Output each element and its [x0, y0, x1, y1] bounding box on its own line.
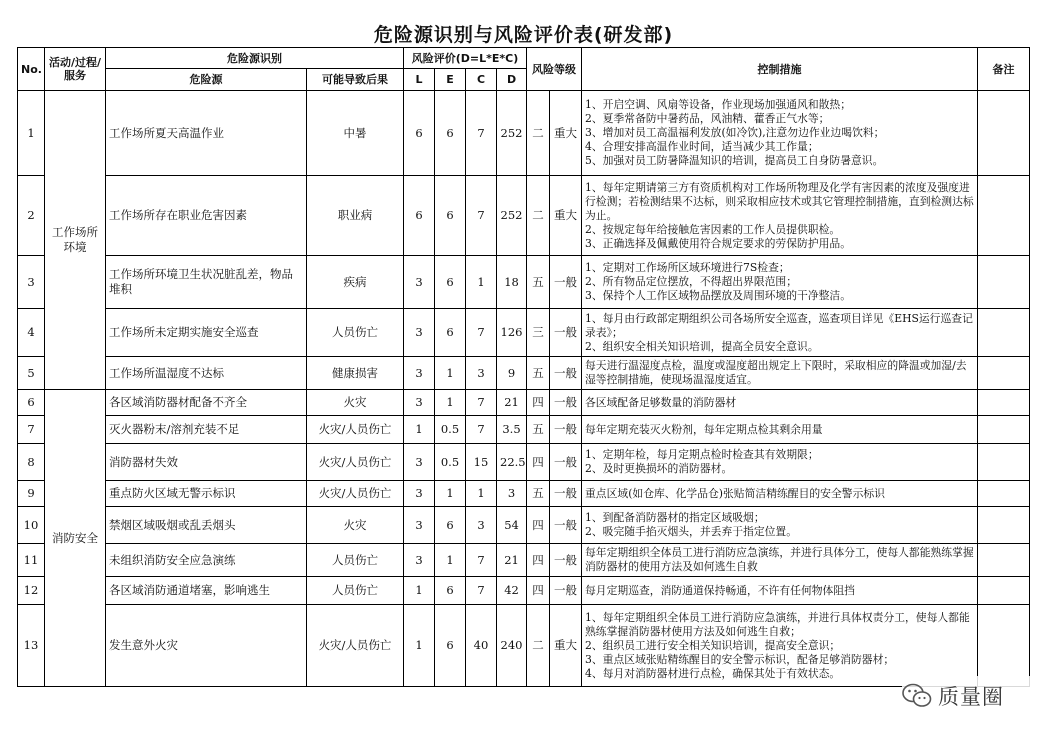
page-title: 危险源识别与风险评价表(研发部) [373, 24, 674, 46]
cell-no: 3 [18, 256, 45, 309]
cell-remark [978, 416, 1030, 444]
cell-measures: 每天进行温湿度点检，温度或湿度超出规定上下限时，采取相应的降温或加湿/去湿等控制措施，使现场温湿度适宜。 [582, 357, 978, 390]
cell-l: 1 [404, 416, 435, 444]
cell-level: 重大 [550, 605, 582, 687]
cell-consequence: 人员伤亡 [307, 544, 404, 577]
cell-consequence: 火灾 [307, 507, 404, 544]
table-row [18, 91, 1030, 176]
cell-e: 6 [435, 91, 466, 176]
cell-c: 7 [466, 309, 497, 357]
table-row [18, 390, 1030, 416]
watermark [902, 676, 1032, 716]
header-activity: 活动/过程/服务 [45, 48, 106, 91]
risk-table-body [18, 91, 1030, 687]
cell-grade: 四 [527, 444, 550, 481]
table-row [18, 256, 1030, 309]
cell-c: 7 [466, 390, 497, 416]
cell-l: 1 [404, 577, 435, 605]
cell-l: 3 [404, 507, 435, 544]
cell-d: 9 [497, 357, 527, 390]
cell-remark [978, 507, 1030, 544]
cell-remark [978, 544, 1030, 577]
cell-activity: 工作场所环境 [45, 91, 106, 390]
cell-measures: 重点区域(如仓库、化学品仓)张贴简洁精练醒目的安全警示标识 [582, 481, 978, 507]
cell-hazard: 禁烟区域吸烟或乱丢烟头 [106, 507, 307, 544]
cell-grade: 四 [527, 390, 550, 416]
cell-hazard: 发生意外火灾 [106, 605, 307, 687]
header-control: 控制措施 [582, 48, 978, 91]
cell-level: 一般 [550, 444, 582, 481]
cell-consequence: 火灾/人员伤亡 [307, 444, 404, 481]
cell-no: 5 [18, 357, 45, 390]
cell-grade: 五 [527, 416, 550, 444]
header-no: No. [18, 48, 45, 91]
cell-c: 15 [466, 444, 497, 481]
cell-c: 3 [466, 357, 497, 390]
cell-e: 6 [435, 309, 466, 357]
cell-c: 1 [466, 256, 497, 309]
cell-no: 10 [18, 507, 45, 544]
cell-consequence: 职业病 [307, 176, 404, 256]
cell-grade: 二 [527, 176, 550, 256]
cell-no: 9 [18, 481, 45, 507]
cell-measures: 1、每年定期组织全体员工进行消防应急演练，并进行具体权责分工，使每人都能熟练掌握消防器材使用方法及如何逃生自救； 2、组织员工进行安全相关知识培训，提高安全意识； 3、重点区域张贴精练醒目的安全警示标识，配备足够消防器材； 4、每月对消防器材进行点检，确保其处于有效状态。 [582, 605, 978, 687]
cell-c: 1 [466, 481, 497, 507]
cell-e: 6 [435, 507, 466, 544]
cell-d: 21 [497, 390, 527, 416]
watermark-text: 质量圈 [938, 685, 1004, 709]
table-row [18, 605, 1030, 687]
cell-measures: 1、到配备消防器材的指定区域吸烟； 2、吸完随手掐灭烟头，并丢弃于指定位置。 [582, 507, 978, 544]
cell-grade: 三 [527, 309, 550, 357]
cell-d: 240 [497, 605, 527, 687]
cell-consequence: 火灾/人员伤亡 [307, 481, 404, 507]
cell-e: 1 [435, 357, 466, 390]
cell-no: 13 [18, 605, 45, 687]
cell-activity: 消防安全 [45, 390, 106, 687]
cell-measures: 1、每年定期请第三方有资质机构对工作场所物理及化学有害因素的浓度及强度进行检测；若检测结果不达标，则采取相应技术或其它管理控制措施，直到检测达标为止。 2、按规定每年给接触危害因素的工作人员提供职检。 3、正确选择及佩戴使用符合规定要求的劳保防护用品。 [582, 176, 978, 256]
cell-no: 6 [18, 390, 45, 416]
cell-no: 8 [18, 444, 45, 481]
header-e: E [435, 69, 466, 91]
header-hazard: 危险源 [106, 69, 307, 91]
cell-remark [978, 481, 1030, 507]
header-risk-level: 风险等级 [527, 48, 582, 91]
cell-d: 126 [497, 309, 527, 357]
cell-hazard: 工作场所未定期实施安全巡查 [106, 309, 307, 357]
cell-d: 3 [497, 481, 527, 507]
risk-table [17, 47, 1030, 687]
cell-hazard: 各区域消防通道堵塞，影响逃生 [106, 577, 307, 605]
cell-hazard: 工作场所夏天高温作业 [106, 91, 307, 176]
cell-c: 7 [466, 91, 497, 176]
cell-measures: 每年定期组织全体员工进行消防应急演练，并进行具体分工，使每人都能熟练掌握消防器材的使用方法及如何逃生自救 [582, 544, 978, 577]
cell-level: 一般 [550, 390, 582, 416]
cell-no: 1 [18, 91, 45, 176]
header-remark: 备注 [978, 48, 1030, 91]
cell-l: 1 [404, 605, 435, 687]
cell-e: 6 [435, 577, 466, 605]
cell-e: 6 [435, 605, 466, 687]
cell-grade: 四 [527, 577, 550, 605]
cell-level: 一般 [550, 309, 582, 357]
cell-level: 一般 [550, 256, 582, 309]
cell-d: 21 [497, 544, 527, 577]
cell-hazard: 工作场所存在职业危害因素 [106, 176, 307, 256]
table-row [18, 176, 1030, 256]
table-row [18, 357, 1030, 390]
cell-remark [978, 605, 1030, 687]
cell-measures: 1、定期对工作场所区域环境进行7S检查； 2、所有物品定位摆放，不得超出界限范围； 3、保持个人工作区域物品摆放及周围环境的干净整洁。 [582, 256, 978, 309]
cell-consequence: 火灾/人员伤亡 [307, 605, 404, 687]
cell-grade: 四 [527, 544, 550, 577]
cell-d: 3.5 [497, 416, 527, 444]
cell-grade: 五 [527, 481, 550, 507]
cell-measures: 各区域配备足够数量的消防器材 [582, 390, 978, 416]
cell-e: 0.5 [435, 444, 466, 481]
cell-grade: 五 [527, 256, 550, 309]
cell-level: 一般 [550, 544, 582, 577]
cell-d: 22.5 [497, 444, 527, 481]
table-row [18, 444, 1030, 481]
cell-level: 重大 [550, 176, 582, 256]
cell-hazard: 消防器材失效 [106, 444, 307, 481]
cell-l: 3 [404, 390, 435, 416]
cell-measures: 1、定期年检，每月定期点检时检查其有效期限； 2、及时更换损坏的消防器材。 [582, 444, 978, 481]
header-hazard-group: 危险源识别 [106, 48, 404, 69]
cell-grade: 四 [527, 507, 550, 544]
cell-hazard: 工作场所温湿度不达标 [106, 357, 307, 390]
cell-remark [978, 91, 1030, 176]
cell-grade: 二 [527, 91, 550, 176]
cell-hazard: 工作场所环境卫生状况脏乱差，物品堆积 [106, 256, 307, 309]
cell-d: 42 [497, 577, 527, 605]
cell-consequence: 中暑 [307, 91, 404, 176]
cell-level: 重大 [550, 91, 582, 176]
table-row [18, 544, 1030, 577]
cell-remark [978, 256, 1030, 309]
cell-remark [978, 309, 1030, 357]
cell-e: 6 [435, 176, 466, 256]
cell-remark [978, 176, 1030, 256]
cell-c: 40 [466, 605, 497, 687]
cell-d: 252 [497, 91, 527, 176]
cell-measures: 1、开启空调、风扇等设备，作业现场加强通风和散热； 2、夏季常备防中暑药品，风油精、藿香正气水等； 3、增加对员工高温福利发放(如冷饮),注意勿边作业边喝饮料； 4、合理安排高温作业时间，适当减少其工作量； 5、加强对员工防暑降温知识的培训，提高员工自身防暑意识。 [582, 91, 978, 176]
cell-grade: 二 [527, 605, 550, 687]
cell-consequence: 疾病 [307, 256, 404, 309]
cell-hazard: 未组织消防安全应急演练 [106, 544, 307, 577]
cell-c: 7 [466, 544, 497, 577]
cell-consequence: 人员伤亡 [307, 577, 404, 605]
cell-no: 12 [18, 577, 45, 605]
cell-l: 3 [404, 444, 435, 481]
cell-c: 7 [466, 176, 497, 256]
table-row [18, 577, 1030, 605]
cell-l: 6 [404, 176, 435, 256]
cell-no: 4 [18, 309, 45, 357]
cell-d: 252 [497, 176, 527, 256]
table-row [18, 507, 1030, 544]
cell-c: 7 [466, 577, 497, 605]
cell-level: 一般 [550, 481, 582, 507]
cell-hazard: 灭火器粉末/溶剂充装不足 [106, 416, 307, 444]
cell-e: 0.5 [435, 416, 466, 444]
cell-consequence: 健康损害 [307, 357, 404, 390]
cell-l: 3 [404, 256, 435, 309]
cell-e: 6 [435, 256, 466, 309]
cell-grade: 五 [527, 357, 550, 390]
header-l: L [404, 69, 435, 91]
cell-consequence: 人员伤亡 [307, 309, 404, 357]
cell-no: 7 [18, 416, 45, 444]
cell-remark [978, 357, 1030, 390]
cell-level: 一般 [550, 357, 582, 390]
cell-d: 18 [497, 256, 527, 309]
header-c: C [466, 69, 497, 91]
cell-no: 11 [18, 544, 45, 577]
cell-d: 54 [497, 507, 527, 544]
cell-remark [978, 577, 1030, 605]
cell-level: 一般 [550, 507, 582, 544]
cell-measures: 每月定期巡查，消防通道保持畅通，不许有任何物体阻挡 [582, 577, 978, 605]
table-row [18, 309, 1030, 357]
cell-remark [978, 390, 1030, 416]
cell-c: 3 [466, 507, 497, 544]
cell-e: 1 [435, 544, 466, 577]
cell-l: 3 [404, 481, 435, 507]
cell-remark [978, 444, 1030, 481]
cell-l: 6 [404, 91, 435, 176]
cell-level: 一般 [550, 577, 582, 605]
table-row [18, 481, 1030, 507]
table-row [18, 416, 1030, 444]
cell-no: 2 [18, 176, 45, 256]
cell-l: 3 [404, 309, 435, 357]
cell-l: 3 [404, 357, 435, 390]
cell-e: 1 [435, 390, 466, 416]
cell-measures: 每年定期充装灭火粉剂，每年定期点检其剩余用量 [582, 416, 978, 444]
cell-consequence: 火灾 [307, 390, 404, 416]
cell-measures: 1、每月由行政部定期组织公司各场所安全巡查，巡查项目详见《EHS运行巡查记录表》； 2、组织安全相关知识培训，提高全员安全意识。 [582, 309, 978, 357]
cell-hazard: 重点防火区域无警示标识 [106, 481, 307, 507]
header-d: D [497, 69, 527, 91]
cell-consequence: 火灾/人员伤亡 [307, 416, 404, 444]
wechat-icon [902, 683, 932, 709]
cell-hazard: 各区域消防器材配备不齐全 [106, 390, 307, 416]
cell-c: 7 [466, 416, 497, 444]
cell-level: 一般 [550, 416, 582, 444]
header-consequence: 可能导致后果 [307, 69, 404, 91]
cell-e: 1 [435, 481, 466, 507]
cell-l: 3 [404, 544, 435, 577]
header-risk-eval: 风险评价(D=L*E*C) [404, 48, 527, 69]
